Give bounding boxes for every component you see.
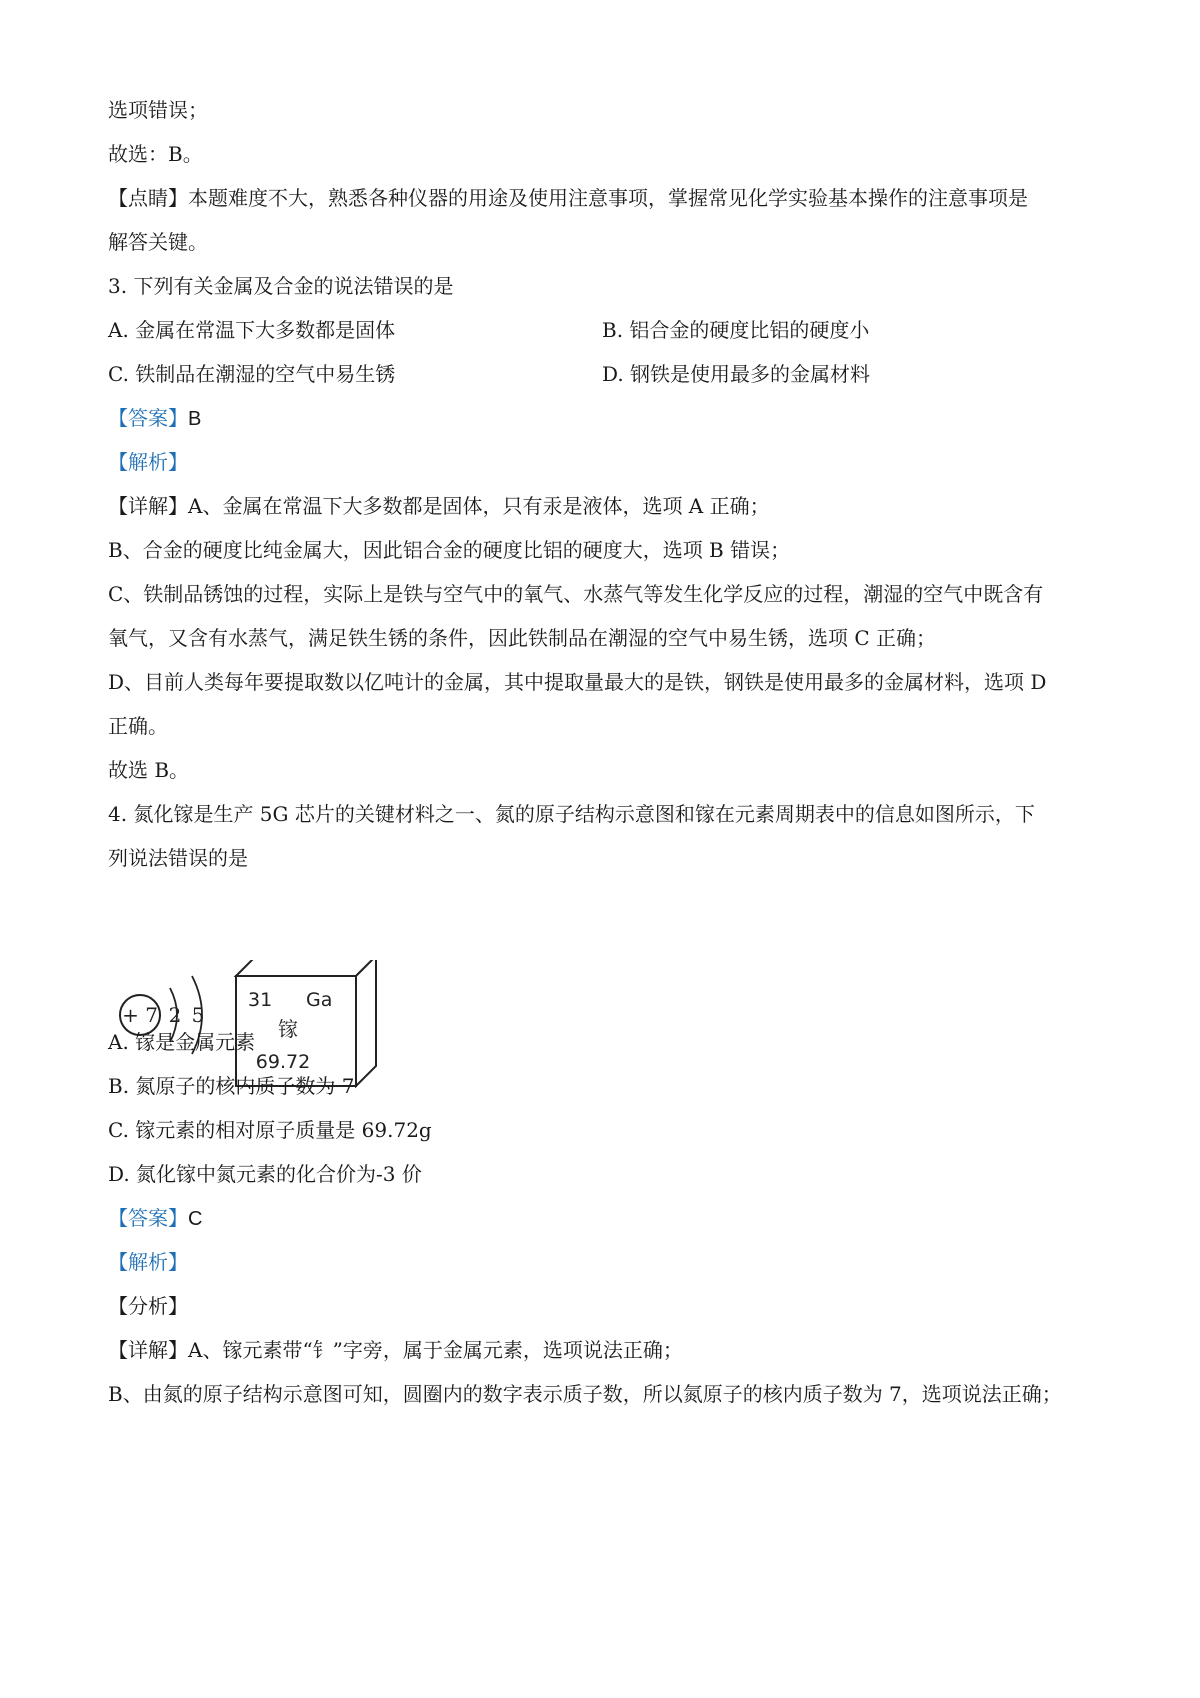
option-a: A. 镓是金属元素 [108,1030,256,1054]
question-3: 3. 下列有关金属及合金的说法错误的是 [108,274,454,298]
option-d: D. 钢铁是使用最多的金属材料 [602,362,871,386]
text-line: 【点睛】本题难度不大，熟悉各种仪器的用途及使用注意事项，掌握常见化学实验基本操作的注意事项是 [108,186,1028,210]
text-line: 【详解】A、金属在常温下大多数都是固体，只有汞是液体，选项 A 正确； [108,494,770,518]
option-c: C. 铁制品在潮湿的空气中易生锈 [108,362,396,386]
text-line: 列说法错误的是 [108,846,248,870]
cell-side [356,960,376,1086]
shell-2-electrons: 5 [191,1003,205,1027]
answer-value: B [188,408,202,430]
fenxi-label: 【分析】 [108,1294,188,1318]
option-b: B. 氮原子的核内质子数为 7 [108,1074,355,1098]
answer-line [108,404,201,433]
option-a: A. 金属在常温下大多数都是固体 [108,318,396,342]
text-line: 【详解】A、镓元素带“钅”字旁，属于金属元素，选项说法正确； [108,1338,683,1362]
answer-label: 【答案】 [108,406,188,430]
atomic-mass: 69.72 [255,1051,311,1073]
element-cell [236,960,376,1086]
option-d: D. 氮化镓中氮元素的化合价为-3 价 [108,1162,422,1186]
analysis-label: 【解析】 [108,450,188,474]
option-c: C. 镓元素的相对原子质量是 69.72g [108,1118,432,1142]
element-symbol: Ga [306,989,333,1011]
cell-top [236,960,376,976]
text-line: 解答关键。 [108,230,208,254]
text-line: 故选：B。 [108,142,203,166]
answer-value: C [188,1208,203,1230]
text-line: D、目前人类每年要提取数以亿吨计的金属，其中提取量最大的是铁，钢铁是使用最多的金属材料，选项 D [108,670,1047,694]
shell-1-electrons: 2 [168,1003,182,1027]
text-line: B、由氮的原子结构示意图可知，圆圈内的数字表示质子数，所以氮原子的核内质子数为 7，选项说法正确； [108,1382,1062,1406]
text-line: 选项错误； [108,98,208,122]
question-4: 4. 氮化镓是生产 5G 芯片的关键材料之一、氮的原子结构示意图和镓在元素周期表中的信息如图所示，下 [108,802,1035,826]
element-name: 镓 [278,1017,298,1041]
analysis-label: 【解析】 [108,1250,188,1274]
answer-label: 【答案】 [108,1206,188,1230]
nucleus-charge: + 7 [122,1003,158,1027]
atomic-number: 31 [248,989,273,1011]
option-b: B. 铝合金的硬度比铝的硬度小 [602,318,870,342]
text-line: C、铁制品锈蚀的过程，实际上是铁与空气中的氧气、水蒸气等发生化学反应的过程，潮湿的空气中既含有 [108,582,1044,606]
text-line: B、合金的硬度比纯金属大，因此铝合金的硬度比铝的硬度大，选项 B 错误； [108,538,791,562]
text-line: 氧气，又含有水蒸气，满足铁生锈的条件，因此铁制品在潮湿的空气中易生锈，选项 C 正确； [108,626,937,650]
text-line: 故选 B。 [108,758,190,782]
text-line: 正确。 [108,714,168,738]
answer-line [108,1204,202,1233]
